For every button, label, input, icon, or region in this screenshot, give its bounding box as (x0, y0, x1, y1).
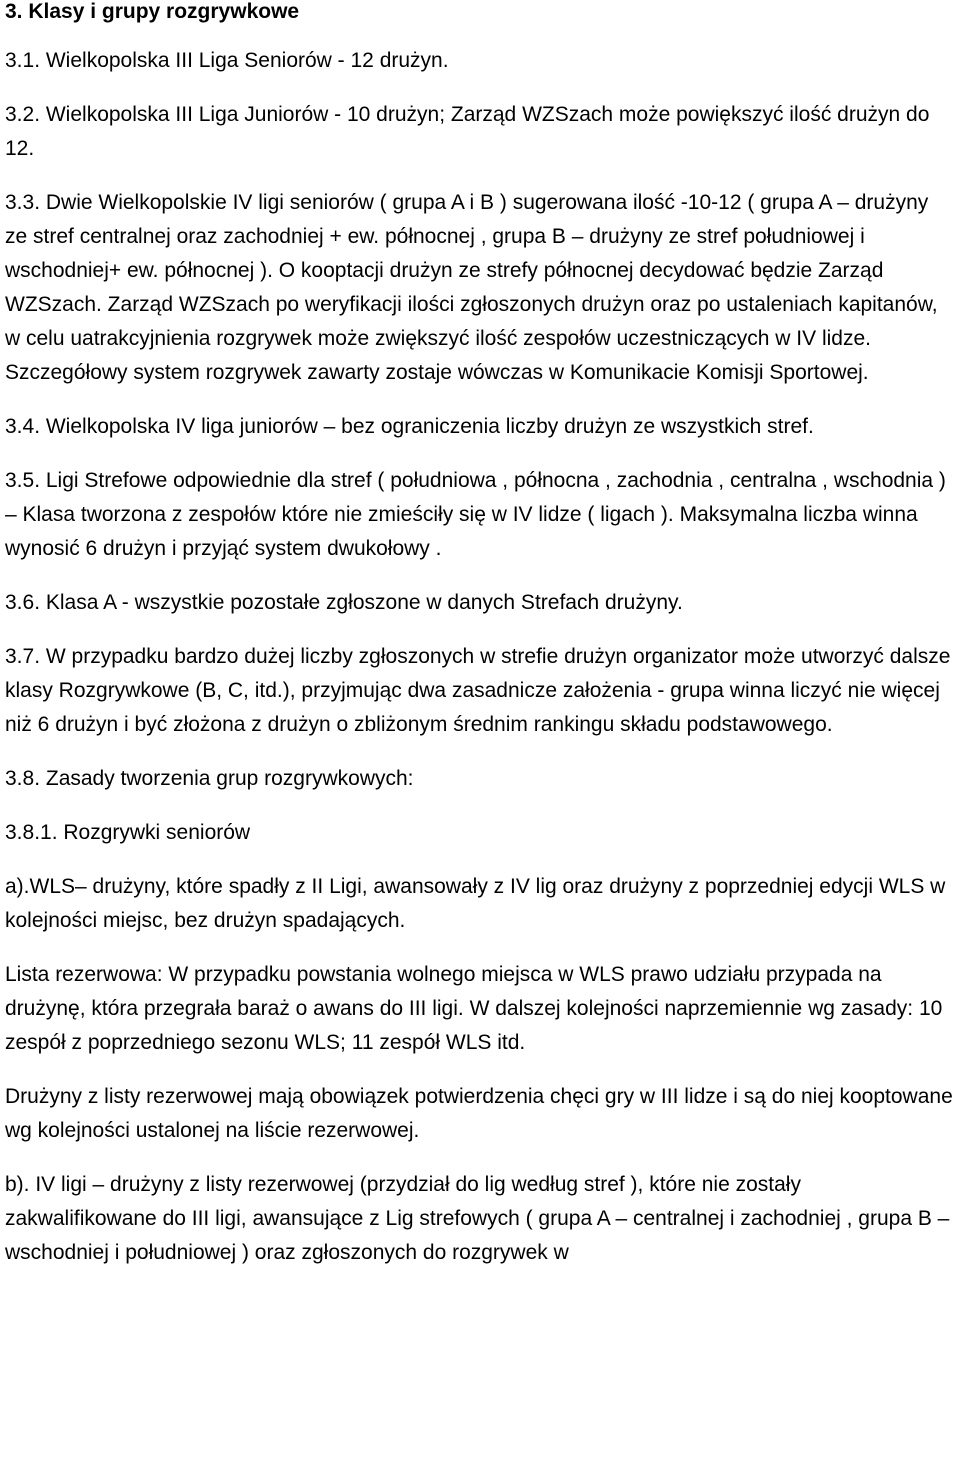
paragraph-3-8-1: 3.8.1. Rozgrywki seniorów (5, 821, 251, 844)
paragraph-3-2: 3.2. Wielkopolska III Liga Juniorów - 10 drużyn; Zarząd WZSzach może powiększyć ilość drużyn do 12. (5, 103, 930, 160)
paragraph-3-3: 3.3. Dwie Wielkopolskie IV ligi seniorów ( grupa A i B ) sugerowana ilość -10-12 ( grupa A – drużyny ze stref centralnej oraz zachodniej + ew. północnej , grupa B – drużyny ze stref południowej i wschodniej+ ew. północnej ). O kooptacji drużyn ze strefy północnej decydować będzie Zarząd WZSzach. Zarząd WZSzach po weryfikacji ilości zgłoszonych drużyn oraz po ustaleniach kapitanów, w celu uatrakcyjnienia rozgrywek może zwiększyć ilość zespołów uczestniczących w IV lidze. Szczegółowy system rozgrywek zawarty zostaje wówczas w Komunikacie Komisji Sportowej. (5, 191, 938, 384)
paragraph-a-wls: a).WLS– drużyny, które spadły z II Ligi, awansowały z IV lig oraz drużyny z poprzedniej edycji WLS w kolejności miejsc, bez drużyn spadających. (5, 875, 946, 932)
document-body (5, 44, 955, 1270)
paragraph-reserve-list: Lista rezerwowa: W przypadku powstania wolnego miejsca w WLS prawo udziału przypada na drużynę, która przegrała baraż o awans do III ligi. W dalszej kolejności naprzemiennie wg zasady: 10 zespół z poprzedniego sezonu WLS; 11 zespół WLS itd. (5, 963, 943, 1054)
paragraph-reserve-confirmation: Drużyny z listy rezerwowej mają obowiązek potwierdzenia chęci gry w III lidze i są do niej kooptowane wg kolejności ustalonej na liście rezerwowej. (5, 1085, 953, 1142)
paragraph-3-4: 3.4. Wielkopolska IV liga juniorów – bez ograniczenia liczby drużyn ze wszystkich stref. (5, 415, 814, 438)
paragraph-3-5: 3.5. Ligi Strefowe odpowiednie dla stref ( południowa , północna , zachodnia , centralna , wschodnia ) – Klasa tworzona z zespołów które nie zmieściły się w IV lidze ( ligach ). Maksymalna liczba winna wynosić 6 drużyn i przyjąć system dwukołowy . (5, 469, 946, 560)
paragraph-3-7: 3.7. W przypadku bardzo dużej liczby zgłoszonych w strefie drużyn organizator może utworzyć dalsze klasy Rozgrywkowe (B, C, itd.), przyjmując dwa zasadnicze założenia - grupa winna liczyć nie więcej niż 6 drużyn i być złożona z drużyn o zbliżonym średnim rankingu składu podstawowego. (5, 645, 951, 736)
paragraph-b-iv-ligi: b). IV ligi – drużyny z listy rezerwowej (przydział do lig według stref ), które nie zostały zakwalifikowane do III ligi, awansujące z Lig strefowych ( grupa A – centralnej i zachodniej , grupa B – wschodniej i południowej ) oraz zgłoszonych do rozgrywek w (5, 1173, 950, 1264)
document-title: 3. Klasy i grupy rozgrywkowe (5, 0, 300, 23)
paragraph-3-1: 3.1. Wielkopolska III Liga Seniorów - 12 drużyn. (5, 49, 449, 72)
paragraph-3-6: 3.6. Klasa A - wszystkie pozostałe zgłoszone w danych Strefach drużyny. (5, 591, 683, 614)
document-page (5, 0, 955, 1290)
paragraph-3-8: 3.8. Zasady tworzenia grup rozgrywkowych: (5, 767, 414, 790)
